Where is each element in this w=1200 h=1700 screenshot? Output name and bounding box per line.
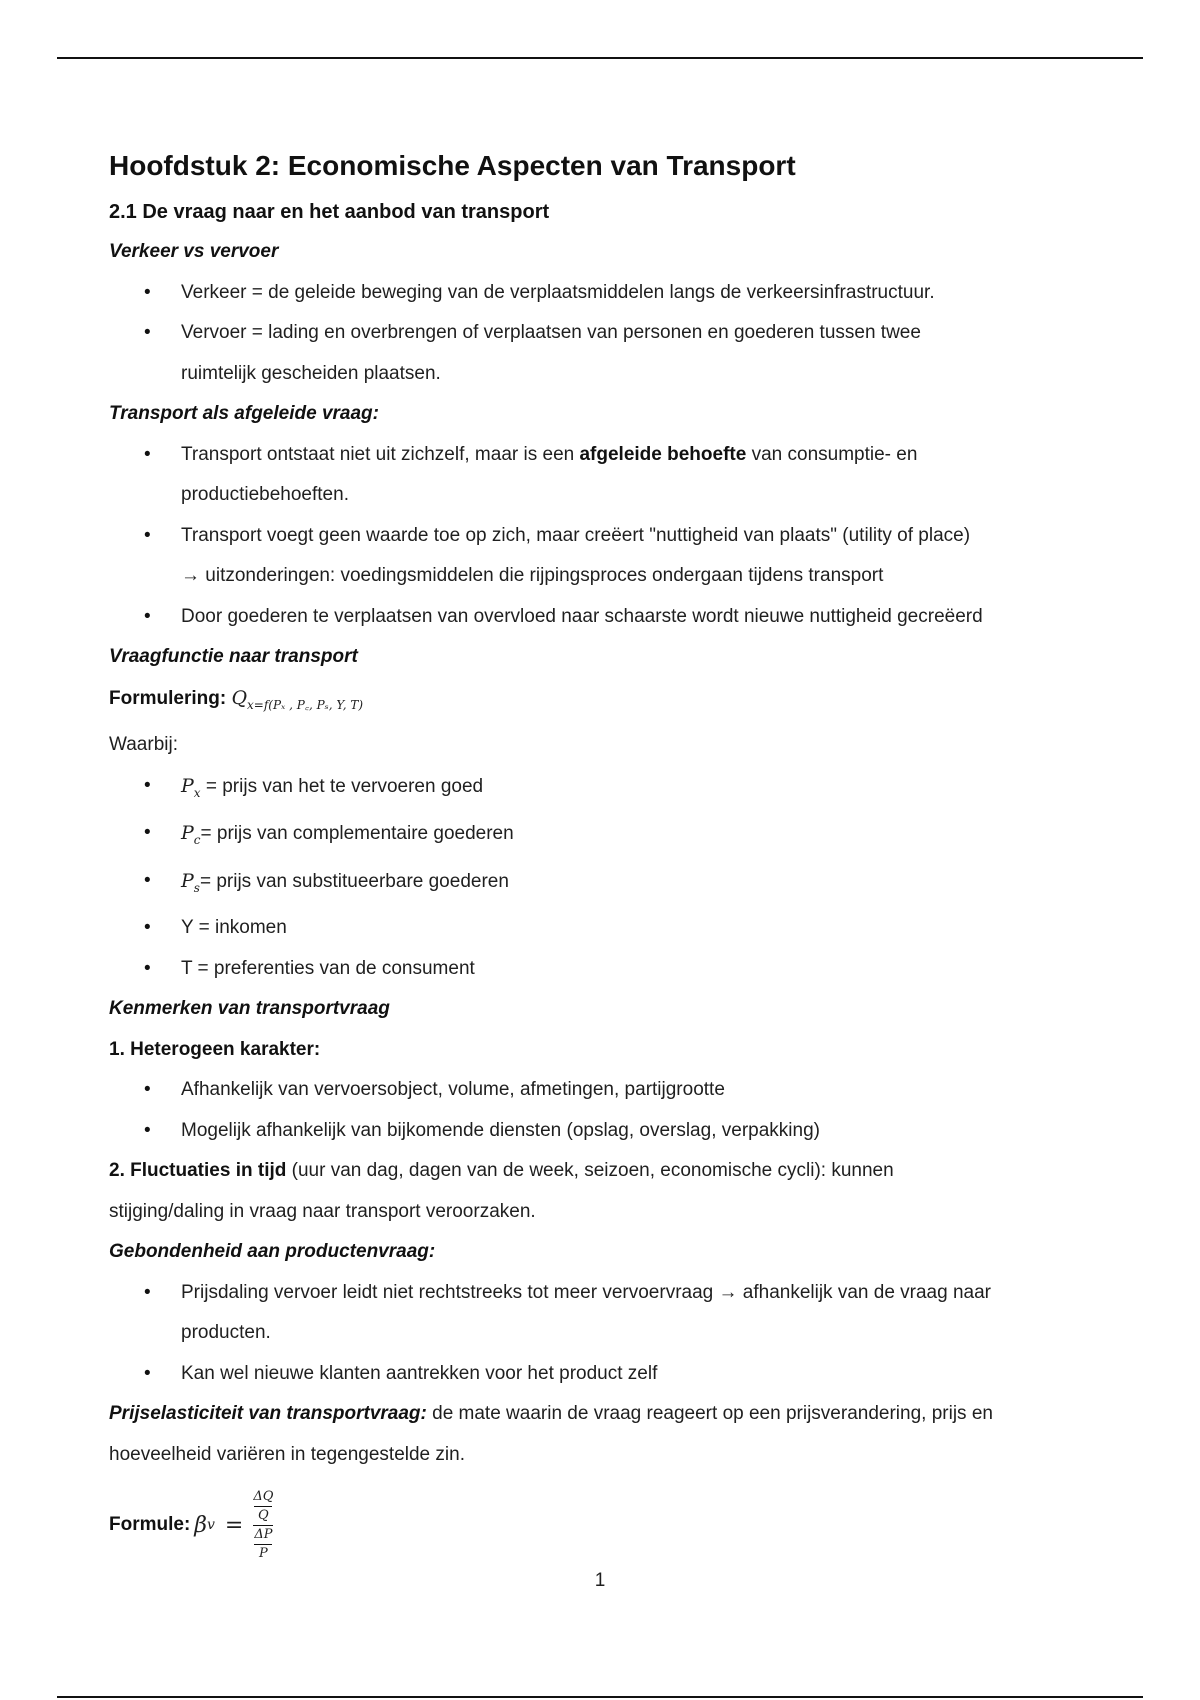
q: Q [258, 1507, 269, 1523]
subheading-gebonden: Gebondenheid aan productenvraag: [109, 1241, 436, 1262]
list-afgeleid [109, 435, 1109, 638]
formula-beta: β [194, 1512, 207, 1538]
text-line: Vervoer = lading en overbrengen of verplaatsen van personen en goederen tussen twee [181, 322, 921, 343]
subheading-verkeer: Verkeer vs vervoer [109, 241, 279, 262]
formula-equals: = [224, 1512, 244, 1538]
list-item: • Kan wel nieuwe klanten aantrekken voor het product zelf [109, 1354, 1109, 1395]
subheading-afgeleid: Transport als afgeleide vraag: [109, 403, 379, 424]
list-heterogeen [109, 1070, 1109, 1151]
list-item [109, 435, 1109, 516]
p: P [259, 1545, 268, 1561]
chapter-title: Hoofdstuk 2: Economische Aspecten van Transport [109, 150, 796, 181]
var-subscript: c [193, 833, 201, 847]
footer-rule [57, 1696, 1143, 1698]
list-item [109, 861, 1109, 909]
var-subscript: x [193, 785, 201, 800]
list-item: • Afhankelijk van vervoersobject, volume, afmetingen, partijgrootte [109, 1070, 1109, 1111]
text-run: Transport ontstaat niet uit zichzelf, maar is een [181, 443, 580, 465]
list-item [109, 313, 1109, 394]
text-line: → uitzonderingen: voedingsmiddelen die rijpingsproces ondergaan tijdens transport [181, 565, 884, 586]
var-symbol: P [181, 869, 194, 892]
kenmerk-heterogeen: 1. Heterogeen karakter: [109, 1038, 321, 1060]
formula-symbol: Q [231, 686, 248, 709]
waarbij-label: Waarbij: [109, 734, 178, 755]
text-run: van consumptie- en [746, 443, 918, 465]
elasticiteit-paragraph [109, 1394, 1109, 1475]
text-line: ruimtelijk gescheiden plaatsen. [181, 362, 441, 384]
list-item [109, 1273, 1109, 1354]
delta-p: ΔP [254, 1526, 273, 1542]
list-item: • Y = inkomen [109, 908, 1109, 949]
formula-subscript: x=f(Pₓ , P꜀, Pₛ, Y, T) [247, 697, 364, 712]
fraction-numerator [253, 1489, 273, 1524]
formula-label: Formulering: [109, 687, 227, 709]
list-item: • Verkeer = de geleide beweging van de verplaatsmiddelen langs de verkeersinfrastructuur. [109, 273, 1109, 314]
var-text: = prijs van complementaire goederen [200, 823, 514, 844]
text-line: hoeveelheid variëren in tegengestelde zin. [109, 1443, 465, 1465]
text-line: Prijsdaling vervoer leidt niet rechtstreeks tot meer vervoervraag → afhankelijk van de vraag naar [181, 1281, 991, 1303]
text-line: producten. [181, 1322, 271, 1343]
text-line: productiebehoeften. [181, 484, 349, 505]
bold-term: 2. Fluctuaties in tijd [109, 1160, 287, 1181]
list-item: • Door goederen te verplaatsen van overvloed naar schaarste wordt nieuwe nuttigheid gecreëerd [109, 597, 1109, 638]
formula-superscript: v [207, 1517, 215, 1533]
section-heading: 2.1 De vraag naar en het aanbod van transport [109, 201, 550, 223]
list-item [109, 766, 1109, 814]
text-run: (uur van dag, dagen van de week, seizoen, economische cycli): kunnen [286, 1160, 894, 1181]
list-item: • T = preferenties van de consument [109, 949, 1109, 990]
elasticity-formula [109, 1479, 1109, 1571]
formula-formulering [109, 678, 1109, 726]
fraction-denominator [254, 1527, 272, 1562]
text-run: de mate waarin de vraag reageert op een prijsverandering, prijs en [426, 1403, 993, 1424]
var-symbol: P [181, 822, 194, 844]
list-gebonden [109, 1273, 1109, 1395]
var-text: = prijs van het te vervoeren goed [200, 775, 484, 797]
italic-term: Prijselasticiteit van transportvraag: [109, 1403, 427, 1424]
list-item [109, 813, 1109, 861]
subheading-vraagfunctie: Vraagfunctie naar transport [109, 646, 358, 667]
document-body [109, 146, 1109, 1571]
subheading-kenmerken: Kenmerken van transportvraag [109, 998, 390, 1019]
header-rule [57, 57, 1143, 59]
text-line: stijging/daling in vraag naar transport veroorzaken. [109, 1200, 536, 1222]
formula-label: Formule: [109, 1514, 191, 1535]
bold-term: afgeleide behoefte [579, 443, 747, 465]
fraction-bar [253, 1525, 273, 1526]
var-symbol: P [181, 774, 194, 797]
kenmerk-fluctuaties [109, 1151, 1109, 1232]
text-line: Transport voegt geen waarde toe op zich, maar creëert "nuttigheid van plaats" (utility of place) [181, 524, 971, 546]
list-variables [109, 766, 1109, 990]
delta-q: ΔQ [253, 1488, 274, 1504]
list-item: • Mogelijk afhankelijk van bijkomende diensten (opslag, overslag, verpakking) [109, 1111, 1109, 1152]
page-number: 1 [594, 1570, 606, 1591]
formula-fraction [253, 1489, 273, 1562]
var-subscript: s [193, 880, 200, 895]
list-item [109, 516, 1109, 597]
var-text: = prijs van substitueerbare goederen [199, 870, 509, 892]
list-verkeer [109, 273, 1109, 395]
